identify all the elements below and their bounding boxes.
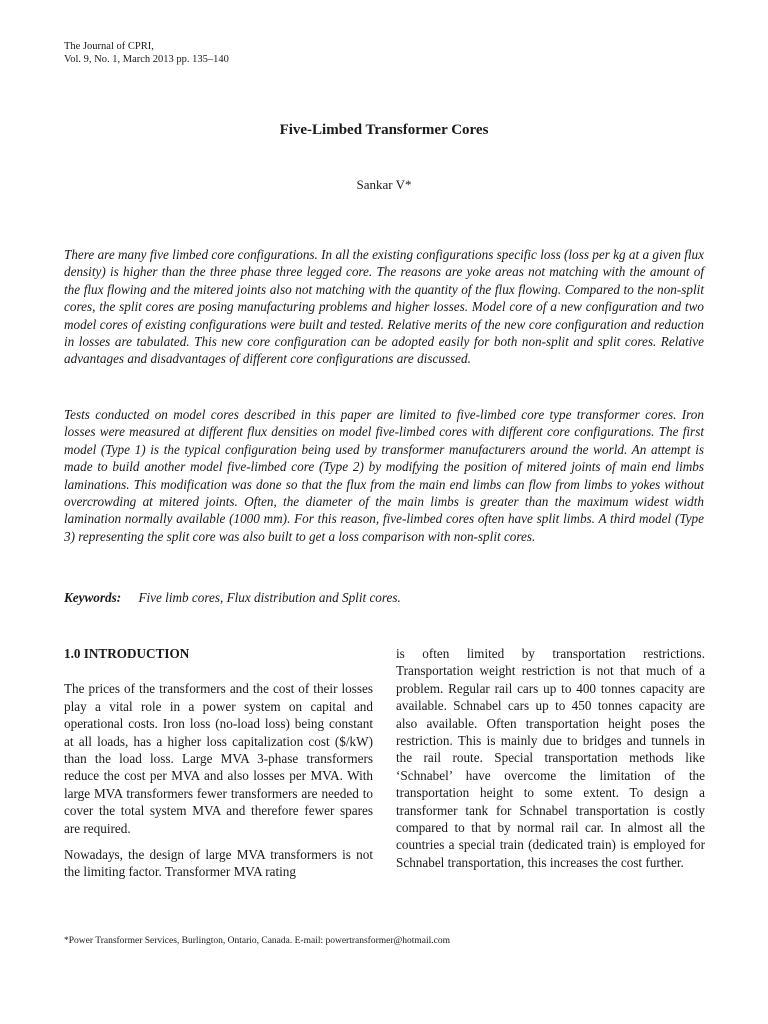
article-author: Sankar V*: [356, 177, 412, 192]
journal-issue: Vol. 9, No. 1, March 2013 pp. 135–140: [64, 54, 229, 65]
keywords-label: Keywords:: [64, 590, 122, 605]
abstract-paragraph-1: [64, 246, 704, 368]
left-column: [64, 645, 373, 881]
intro-paragraph-3: is often limited by transportation restrictions. Transportation weight restriction is not that much of a problem. Regular rail cars up to 400 tonnes capacity are available. Schnabel cars up to 450 tonnes capacity are also available. Often transportation height poses the restriction. This is mainly due to bridges and tunnels in the rail route. Special transportation methods like ‘Schnabel’ have overcome the limitation of the transportation height to some extent. To design a transformer tank for Schnabel transportation is costly compared to that by normal rail car. In almost all the countries a special train (dedicated train) is employed for Schnabel transportation, this increases the cost further.: [396, 646, 705, 870]
article-title: Five-Limbed Transformer Cores: [279, 122, 489, 138]
journal-name: The Journal of CPRI,: [64, 41, 154, 52]
abstract-text-2: Tests conducted on model cores described in this paper are limited to five-limbed core type transformer cores. Iron losses were measured at different flux densities on model five-limbed cores with different core configurations. The first model (Type 1) is the typical configuration being used by transformer manufacturers around the world. An attempt is made to build another model five-limbed core (Type 2) by modifying the position of mitered joints of main end limbs laminations. This modification was done so that the flux from the main end limbs can flow from limbs to yokes without overcrowding at mitered joints. Often, the diameter of the main limbs is greater than the maximum widest width lamination normally available (1000 mm). For this reason, five-limbed cores often have split limbs. A third model (Type 3) representing the split core was also built to get a loss comparison with non-split cores.: [64, 407, 704, 544]
author-footnote: *Power Transformer Services, Burlington, Ontario, Canada. E-mail: powertransformer@hotmail.com: [64, 936, 451, 946]
right-column: [396, 645, 705, 871]
intro-paragraph-2: Nowadays, the design of large MVA transformers is not the limiting factor. Transformer MVA rating: [64, 847, 373, 880]
keywords-line: [64, 590, 401, 606]
abstract-paragraph-2: [64, 406, 704, 545]
journal-citation: [64, 40, 229, 66]
section-heading-introduction: 1.0 INTRODUCTION: [64, 646, 190, 661]
keywords-text: Five limb cores, Flux distribution and Split cores.: [138, 590, 401, 605]
intro-paragraph-1: The prices of the transformers and the cost of their losses play a vital role in a power system on capital and operational costs. Iron loss (no-load loss) being constant at all loads, has a higher loss capitalization cost ($/kW) than the load loss. Large MVA 3-phase transformers reduce the cost per MVA and also losses per MVA. With large MVA transformers fewer transformers are needed to cover the total system MVA and therefore fewer spares are required.: [64, 681, 373, 836]
abstract-text-1: There are many five limbed core configurations. In all the existing configurations specific loss (loss per kg at a given flux density) is higher than the three phase three legged core. The reasons are yoke areas not matching with the amount of the flux flowing and the mitered joints also not matching with the quantity of the flux flowing. Compared to the non-split cores, the split cores are posing manufacturing problems and higher losses. Model core of a new configuration and two model cores of existing configurations were built and tested. Relative merits of the new core configuration and reduction in losses are tabulated. This new core configuration can be adopted easily for both non-split and split cores. Relative advantages and disadvantages of different core configurations are discussed.: [64, 247, 704, 367]
